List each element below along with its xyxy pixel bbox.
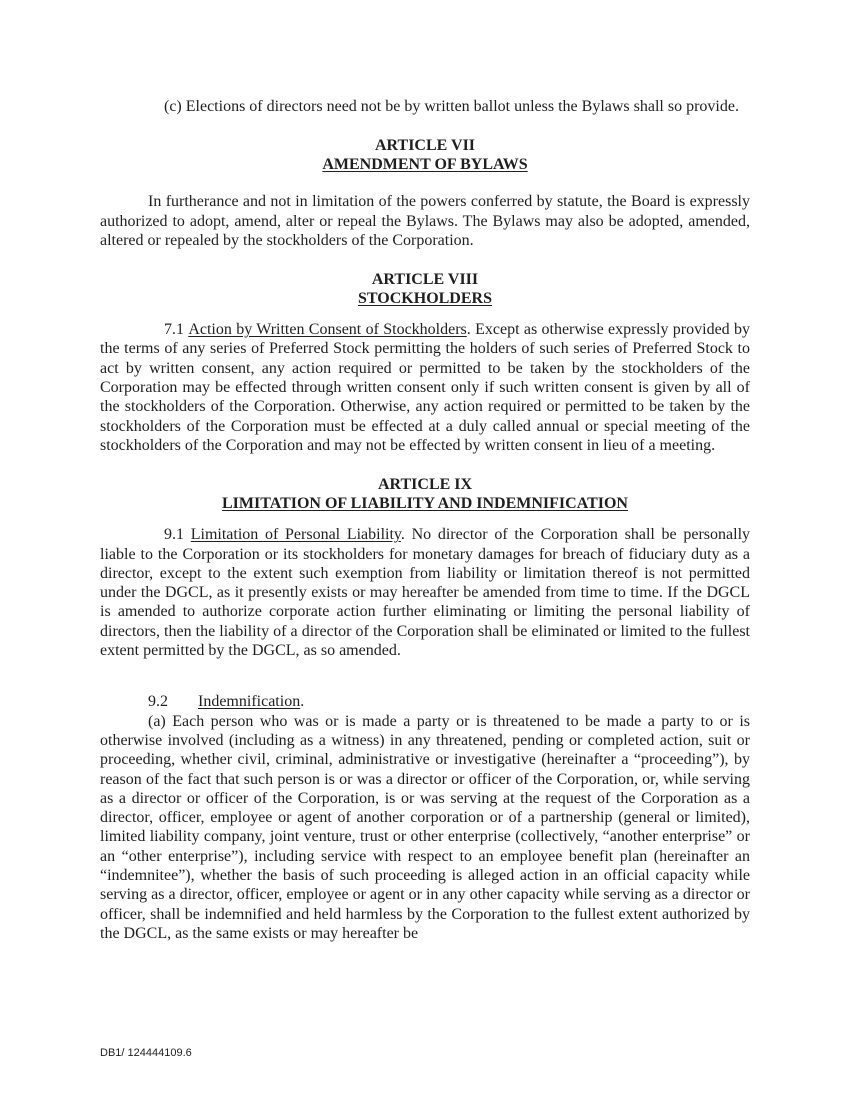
section-9-2-heading: [100, 692, 750, 711]
article-vii-title: AMENDMENT OF BYLAWS: [322, 156, 528, 174]
article-ix-number: ARTICLE IX: [377, 476, 473, 494]
section-7-1: [100, 320, 750, 455]
section-7-1-number: 7.1: [164, 321, 184, 339]
article-vii-body: In furtherance and not in limitation of the powers conferred by statute, the Board is expressly authorized to adopt, amend, alter or repeal the Bylaws. The Bylaws may also be adopted, amended, altered or repealed by the stockholders of the Corporation.: [100, 193, 750, 249]
section-7-1-title: Action by Written Consent of Stockholders: [188, 321, 467, 339]
article-vii-heading: [100, 136, 750, 174]
article-viii-title: STOCKHOLDERS: [358, 290, 492, 308]
article-ix-title: LIMITATION OF LIABILITY AND INDEMNIFICATION: [222, 495, 628, 513]
article-ix-heading: [100, 475, 750, 513]
article-viii-number: ARTICLE VIII: [371, 271, 479, 289]
section-9-2-number: 9.2: [148, 693, 168, 711]
section-9-2-a: (a) Each person who was or is made a party or is threatened to be made a party to or is otherwise involved (including as a witness) in any threatened, pending or completed action, suit or proceeding, whether civil, criminal, administrative or investigative (hereinafter a “proceeding”), by reason of the fact that such person is or was a director or officer of the Corporation, or, while serving as a director or officer of the Corporation, is or was serving at the request of the Corporation as a director, officer, employee or agent of another corporation or of a partnership (general or limited), limited liability company, joint venture, trust or other enterprise (collectively, “another enterprise” or an “other enterprise”), including service with respect to an employee benefit plan (hereinafter an “indemnitee”), whether the basis of such proceeding is alleged action in an official capacity while serving as a director, officer, employee or agent or in any other capacity while serving as a director or officer, shall be indemnified and held harmless by the Corporation to the fullest extent authorized by the DGCL, as the same exists or may hereafter be: [100, 712, 750, 942]
section-9-2-period: .: [300, 693, 305, 711]
footer-doc-id: DB1/ 124444109.6: [100, 1047, 192, 1059]
section-9-1-number: 9.1: [164, 526, 184, 544]
article-vii-number: ARTICLE VII: [374, 137, 476, 155]
article-viii-heading: [100, 270, 750, 308]
section-9-1-title: Limitation of Personal Liability: [190, 526, 401, 544]
section-9-1-body: . No director of the Corporation shall be personally liable to the Corporation or its stockholders for monetary damages for breach of fiduciary duty as a director, except to the extent such exemption from liability or limitation thereof is not permitted under the DGCL, as it presently exists or may hereafter be amended from time to time. If the DGCL is amended to authorize corporate action further eliminating or limiting the personal liability of directors, then the liability of a director of the Corporation shall be eliminated or limited to the fullest extent permitted by the DGCL, as so amended.: [100, 526, 751, 660]
section-9-1: [100, 525, 750, 660]
section-7-1-body: . Except as otherwise expressly provided by the terms of any series of Preferred Stock permitting the holders of such series of Preferred Stock to act by written consent, any action required or permitted to be taken by the stockholders of the Corporation may be effected through written consent only if such written consent is given by all of the stockholders of the Corporation. Otherwise, any action required or permitted to be taken by the stockholders of the Corporation must be effected at a duly called annual or special meeting of the stockholders of the Corporation and may not be effected by written consent in lieu of a meeting.: [100, 321, 751, 454]
section-9-2-title: Indemnification: [198, 693, 301, 711]
page-content: [100, 97, 750, 943]
paragraph-c: (c) Elections of directors need not be by written ballot unless the Bylaws shall so provide.: [164, 98, 739, 115]
